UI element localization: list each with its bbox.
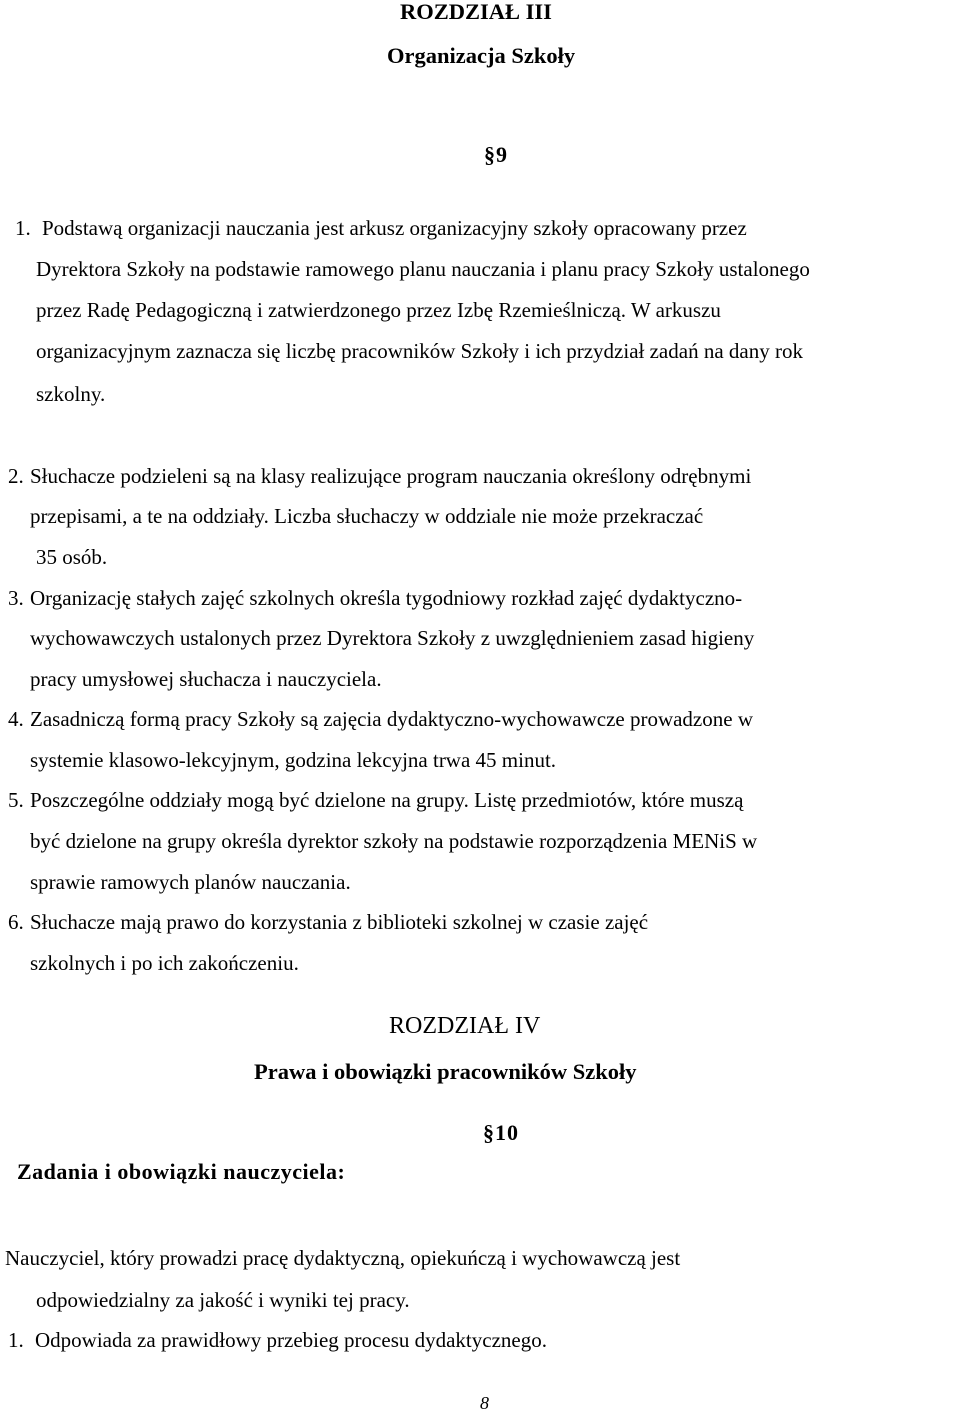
list-item-2-line: 35 osób. xyxy=(36,545,108,569)
intro-line: Nauczyciel, który prowadzi pracę dydaktyczną, opiekuńczą i wychowawczą jest xyxy=(5,1246,681,1270)
list-item-4-line: systemie klasowo-lekcyjnym, godzina lekcyjna trwa 45 minut. xyxy=(30,748,557,772)
list-item-1-line: Podstawą organizacji nauczania jest arkusz organizacyjny szkoły opracowany przez xyxy=(42,216,747,240)
list-item-1-number: 1. xyxy=(15,216,31,240)
section-9-mark: §9 xyxy=(484,142,508,167)
list-item-1-line: przez Radę Pedagogiczną i zatwierdzonego przez Izbę Rzemieślniczą. W arkuszu xyxy=(36,298,721,322)
list-item-3-number: 3. xyxy=(8,586,24,610)
chapter-3-subtitle: Organizacja Szkoły xyxy=(387,43,576,68)
list-item-2-number: 2. xyxy=(8,464,24,488)
chapter-4-title: ROZDZIAŁ IV xyxy=(389,1013,541,1039)
list-item-4-line: Zasadniczą formą pracy Szkoły są zajęcia dydaktyczno-wychowawcze prowadzone w xyxy=(30,707,753,731)
list-item-6-number: 6. xyxy=(8,910,24,934)
chapter-4-subtitle: Prawa i obowiązki pracowników Szkoły xyxy=(254,1059,637,1084)
chapter-3-title: ROZDZIAŁ III xyxy=(400,0,552,24)
tasks-heading: Zadania i obowiązki nauczyciela: xyxy=(17,1159,346,1184)
section-10-mark: §10 xyxy=(483,1120,519,1145)
intro-line: odpowiedzialny za jakość i wyniki tej pracy. xyxy=(36,1288,410,1312)
list-item-6-line: Słuchacze mają prawo do korzystania z biblioteki szkolnej w czasie zajęć xyxy=(30,910,649,934)
list-item-1-line: organizacyjnym zaznacza się liczbę pracowników Szkoły i ich przydział zadań na dany rok xyxy=(36,339,803,363)
list-item-5-number: 5. xyxy=(8,788,24,812)
list-item-6-line: szkolnych i po ich zakończeniu. xyxy=(30,951,299,975)
list-item-5-line: być dzielone na grupy określa dyrektor szkoły na podstawie rozporządzenia MENiS w xyxy=(30,829,758,853)
list-item-2-line: Słuchacze podzieleni są na klasy realizujące program nauczania określony odrębnymi xyxy=(30,464,752,488)
list-item-3-line: Organizację stałych zajęć szkolnych określa tygodniowy rozkład zajęć dydaktyczno- xyxy=(30,586,743,610)
list-item-5-line: Poszczególne oddziały mogą być dzielone na grupy. Listę przedmiotów, które muszą xyxy=(30,788,744,812)
list-item-5-line: sprawie ramowych planów nauczania. xyxy=(30,870,351,894)
teacher-duty-1-text: Odpowiada za prawidłowy przebieg procesu dydaktycznego. xyxy=(35,1328,547,1352)
list-item-1-line: Dyrektora Szkoły na podstawie ramowego planu nauczania i planu pracy Szkoły ustalonego xyxy=(36,257,810,281)
list-item-2-line: przepisami, a te na oddziały. Liczba słuchaczy w oddziale nie może przekraczać xyxy=(30,504,704,528)
page-number: 8 xyxy=(480,1393,489,1413)
list-item-4-number: 4. xyxy=(8,707,24,731)
list-item-3-line: pracy umysłowej słuchacza i nauczyciela. xyxy=(30,667,382,691)
teacher-duty-1-number: 1. xyxy=(8,1328,24,1352)
list-item-1-line: szkolny. xyxy=(36,382,106,406)
list-item-3-line: wychowawczych ustalonych przez Dyrektora Szkoły z uwzględnieniem zasad higieny xyxy=(30,626,755,650)
